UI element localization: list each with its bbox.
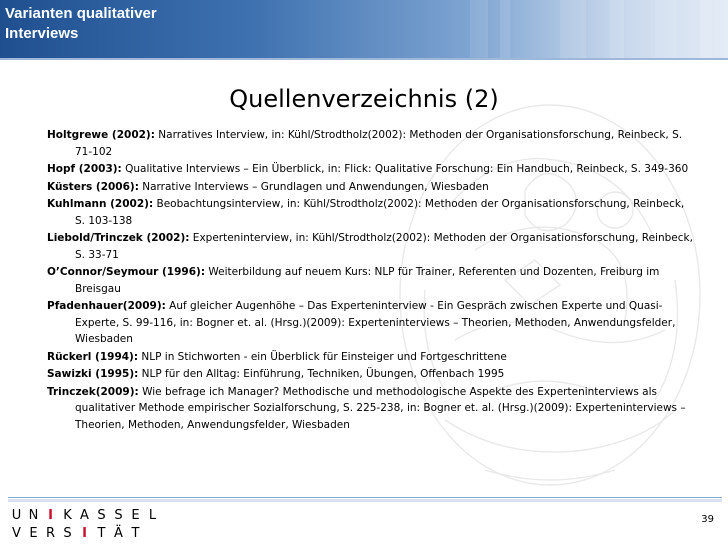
- reference-text: NLP in Stichworten - ein Überblick für Einsteiger und Fortgeschrittene: [138, 350, 507, 363]
- logo-letter: U: [11, 508, 22, 523]
- reference-text: NLP für den Alltag: Einführung, Techniken, Übungen, Offenbach 1995: [138, 368, 505, 380]
- reference-author: Holtgrewe (2002):: [47, 129, 155, 141]
- section-title: [5, 4, 205, 44]
- logo-line-1: [8, 508, 161, 523]
- logo-letter: Ä: [114, 526, 123, 541]
- logo-letter: S: [114, 508, 123, 523]
- section-title-line2: Interviews: [5, 25, 79, 42]
- logo-letter: I: [48, 508, 53, 523]
- logo-letter: N: [28, 508, 39, 523]
- reference-item: [47, 179, 697, 196]
- university-logo: [8, 508, 188, 542]
- slide-title: Quellenverzeichnis (2): [229, 85, 499, 113]
- reference-author: Hopf (2003):: [47, 163, 122, 175]
- reference-item: [47, 366, 697, 383]
- footer-divider: [8, 497, 722, 498]
- section-title-line1: Varianten qualitativer: [5, 5, 157, 22]
- reference-author: Sawizki (1995):: [47, 368, 139, 380]
- reference-item: [47, 127, 697, 160]
- reference-item: [47, 349, 697, 366]
- footer-bar: [8, 499, 722, 502]
- reference-author: Kuhlmann (2002):: [47, 198, 154, 210]
- reference-text: Qualitative Interviews – Ein Überblick, in: Flick: Qualitative Forschung: Ein Handbuch, Reinbeck, S. 349-360: [121, 163, 689, 175]
- logo-letter: T: [131, 526, 140, 541]
- reference-text: Experteninterview, in: Kühl/Strodtholz(2002): Methoden der Organisationsforschung, Reinbeck, S. 33-71: [75, 232, 693, 261]
- reference-item: [47, 384, 697, 434]
- reference-text: Weiterbildung auf neuem Kurs: NLP für Trainer, Referenten und Dozenten, Freiburg im Breisgau: [75, 266, 660, 295]
- reference-text: Narratives Interview, in: Kühl/Strodtholz(2002): Methoden der Organisationsforschung, Reinbeck, S. 71-102: [75, 129, 683, 158]
- logo-letter: S: [97, 508, 106, 523]
- reference-author: Rückerl (1994):: [47, 350, 139, 363]
- logo-letter: I: [82, 526, 87, 541]
- reference-item: [47, 298, 697, 348]
- reference-author: Liebold/Trinczek (2002):: [47, 232, 190, 244]
- reference-text: Beobachtungsinterview, in: Kühl/Strodtholz(2002): Methoden der Organisationsforschung, Reinbeck, S. 103-138: [75, 198, 685, 227]
- logo-letter: A: [80, 508, 89, 523]
- reference-text: Narrative Interviews – Grundlagen und Anwendungen, Wiesbaden: [138, 180, 489, 193]
- reference-list: [47, 127, 697, 434]
- reference-item: [47, 196, 697, 229]
- logo-letter: V: [12, 526, 21, 541]
- logo-letter: K: [63, 508, 72, 523]
- reference-author: Trinczek(2009):: [47, 385, 139, 398]
- reference-author: O’Connor/Seymour (1996):: [47, 266, 206, 278]
- reference-item: [47, 161, 697, 178]
- reference-item: [47, 264, 697, 297]
- reference-author: Küsters (2006):: [47, 180, 139, 193]
- page-number: 39: [701, 514, 714, 525]
- reference-author: Pfadenhauer(2009):: [47, 300, 166, 312]
- logo-letter: E: [131, 508, 140, 523]
- reference-text: Auf gleicher Augenhöhe – Das Experteninterview - Ein Gespräch zwischen Experte und Quasi-Experte, S. 99-116, in: Bogner et. al. (Hrsg.)(2009): Experteninterviews – Theorien, Methoden, Anwendungsfelder, Wiesbaden: [75, 300, 676, 345]
- header-divider: [0, 58, 728, 60]
- logo-letter: R: [45, 526, 56, 541]
- logo-letter: E: [29, 526, 38, 541]
- logo-letter: S: [63, 526, 72, 541]
- reference-text: Wie befrage ich Manager? Methodische und methodologische Aspekte des Experteninterviews als qualitativer Methode empirischer Sozialforschung, S. 225-238, in: Bogner et. al. (Hrsg.)(2009): Experteninterviews – Theorien, Methoden, Anwendungsfelder, Wiesbaden: [75, 385, 686, 431]
- logo-letter: L: [148, 508, 157, 523]
- logo-letter: T: [97, 526, 106, 541]
- reference-item: [47, 230, 697, 263]
- logo-line-2: [8, 526, 144, 541]
